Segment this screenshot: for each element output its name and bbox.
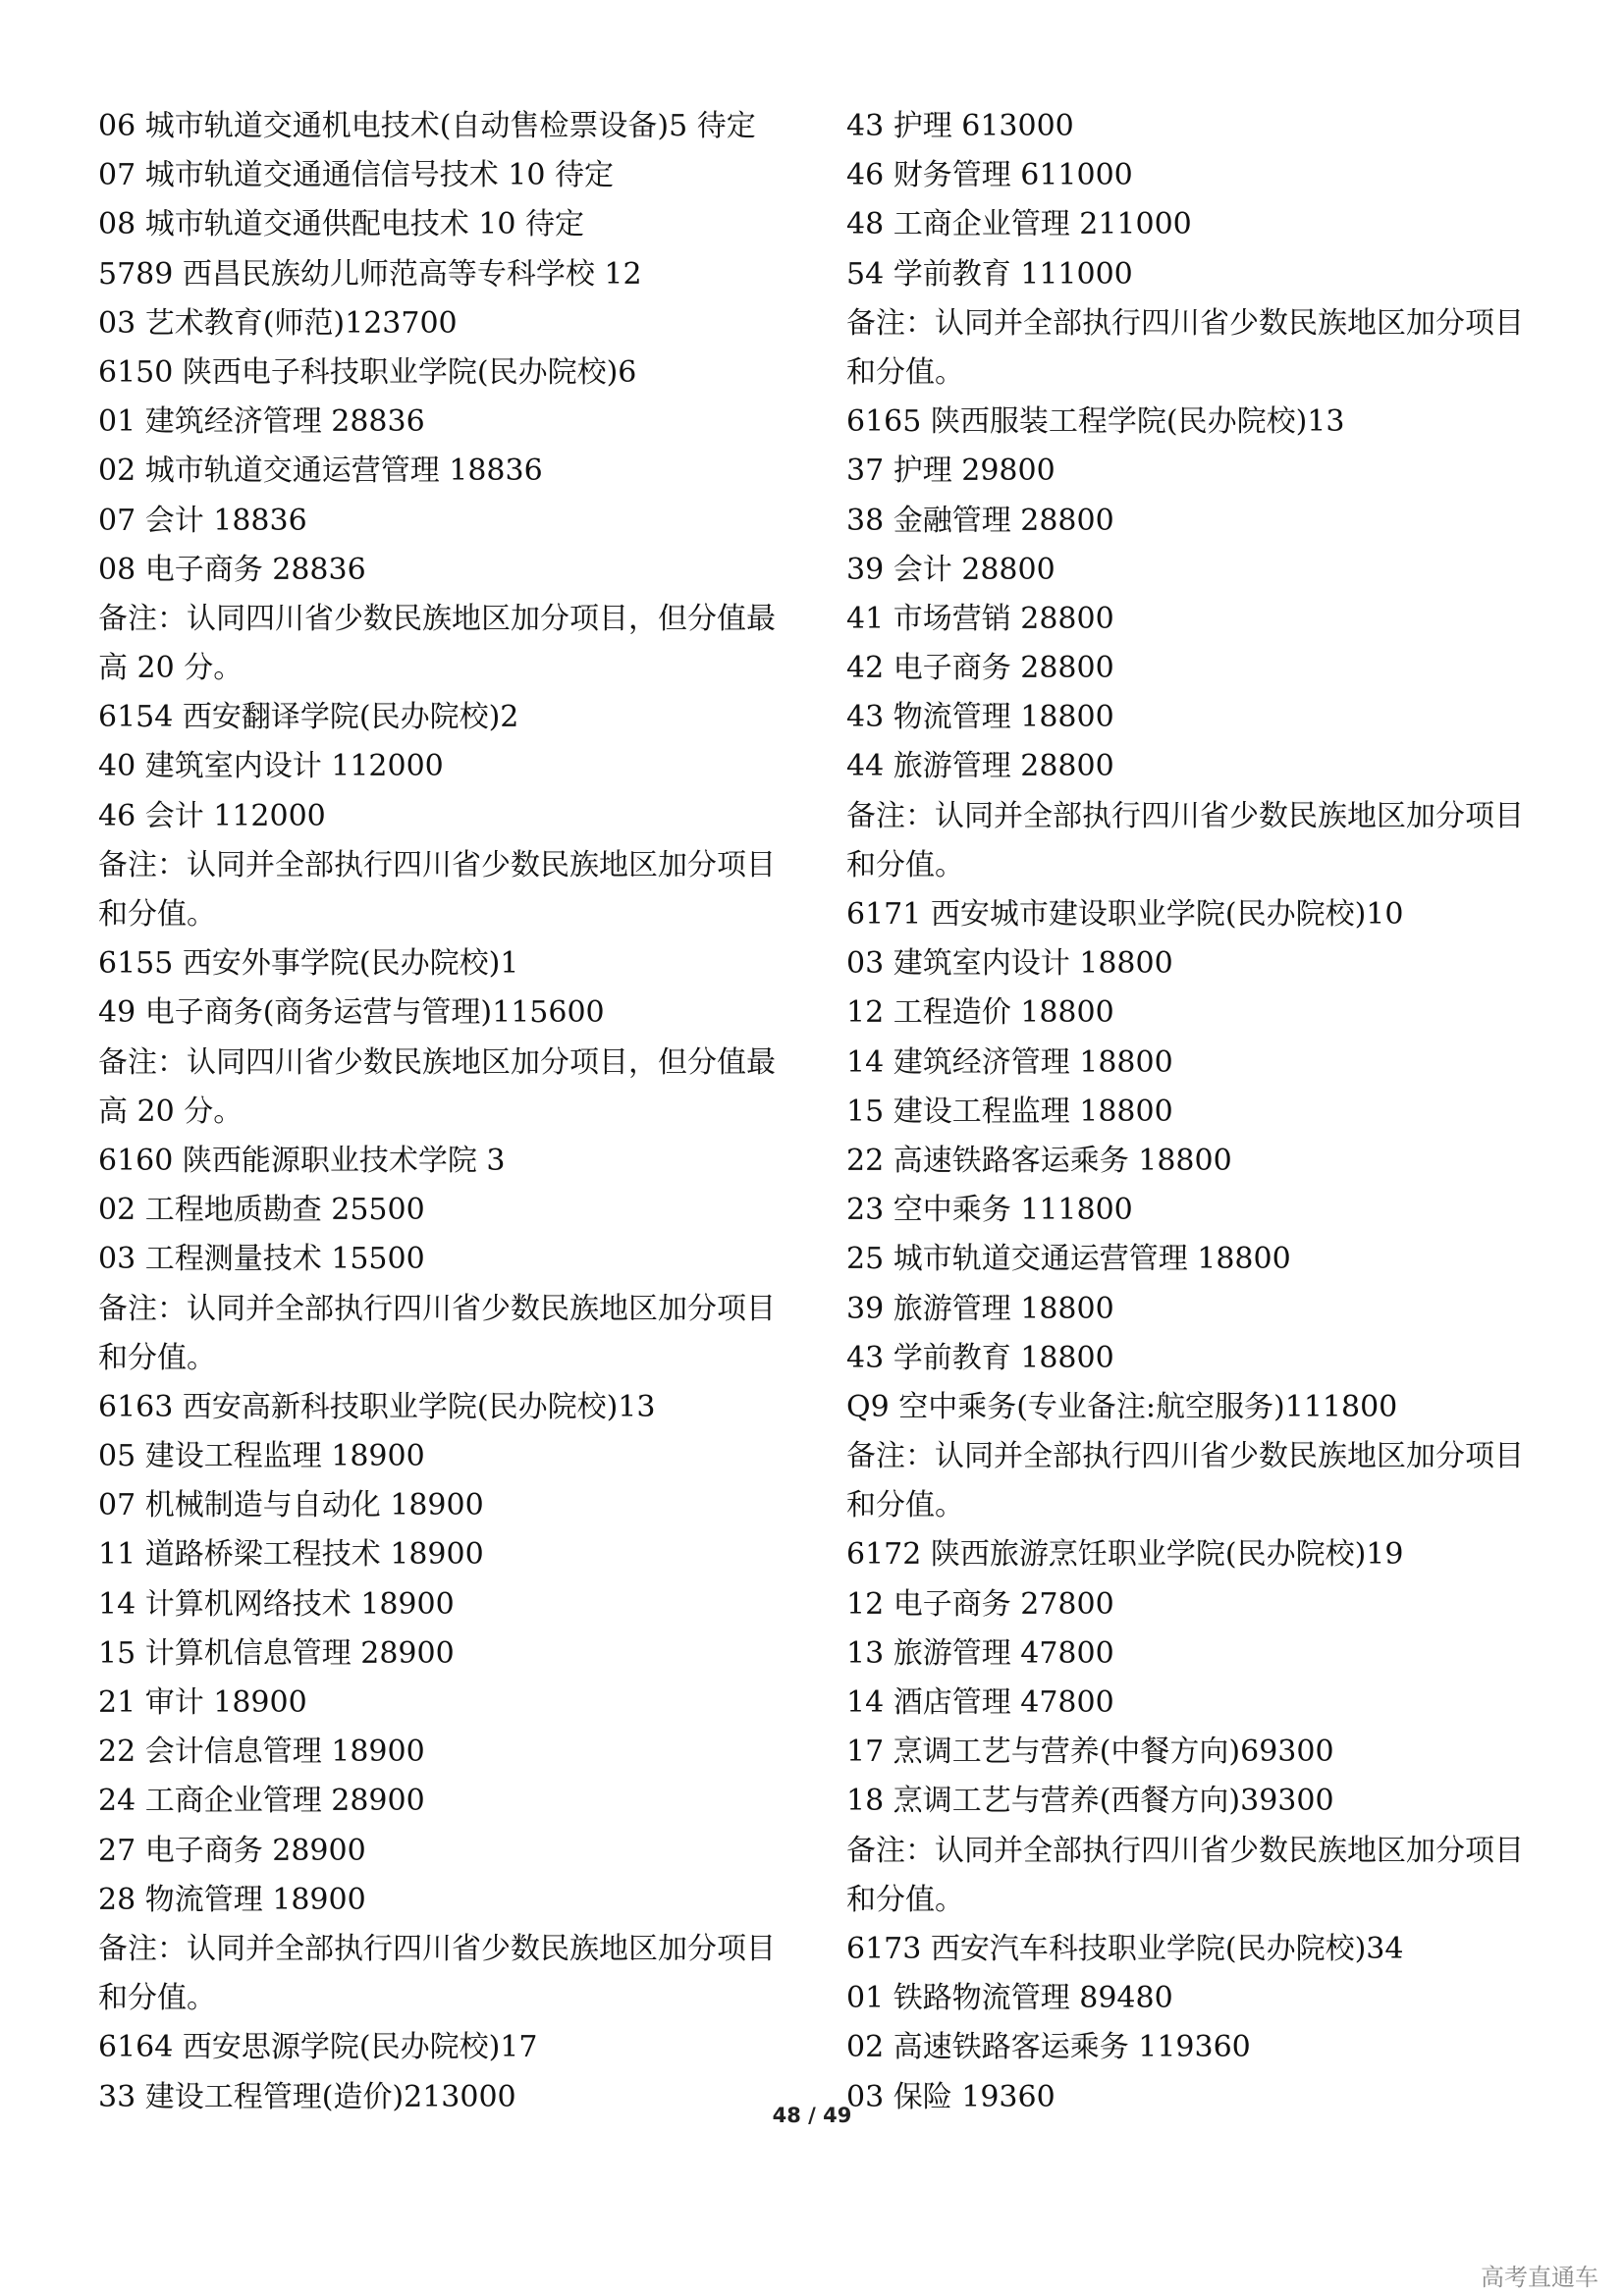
text-line: 6164 西安思源学院(民办院校)17 [98, 2030, 538, 2065]
text-line: 6150 陕西电子科技职业学院(民办院校)6 [98, 354, 637, 390]
text-line: 28 物流管理 18900 [98, 1882, 366, 1917]
text-line: 07 城市轨道交通通信信号技术 10 待定 [98, 158, 614, 193]
text-line: 5789 西昌民族幼儿师范高等专科学校 12 [98, 256, 642, 292]
text-line: 和分值。 [98, 1340, 216, 1375]
text-line: 14 计算机网络技术 18900 [98, 1586, 455, 1622]
text-line: 08 电子商务 28836 [98, 552, 366, 587]
text-line: 01 建筑经济管理 28836 [98, 404, 425, 440]
text-line: 备注：认同并全部执行四川省少数民族地区加分项目 [846, 1833, 1524, 1868]
text-line: 43 物流管理 18800 [846, 700, 1114, 735]
text-line: 43 学前教育 18800 [846, 1340, 1114, 1375]
text-line: 39 旅游管理 18800 [846, 1291, 1114, 1326]
text-line: 6165 陕西服装工程学院(民办院校)13 [846, 404, 1345, 440]
text-line: 07 会计 18836 [98, 503, 307, 538]
text-line: 备注：认同四川省少数民族地区加分项目，但分值最 [98, 601, 776, 636]
text-line: 和分值。 [846, 1882, 964, 1917]
left-column [98, 102, 805, 2122]
text-line: 03 艺术教育(师范)123700 [98, 305, 458, 341]
text-line: 22 会计信息管理 18900 [98, 1735, 425, 1770]
text-line: 和分值。 [98, 897, 216, 932]
page-number: 48 / 49 [772, 2104, 852, 2127]
text-line: 39 会计 28800 [846, 552, 1056, 587]
text-line: 03 建筑室内设计 18800 [846, 946, 1173, 982]
text-line: 54 学前教育 111000 [846, 256, 1133, 292]
text-line: 12 电子商务 27800 [846, 1586, 1114, 1622]
text-line: 02 高速铁路客运乘务 119360 [846, 2030, 1251, 2065]
text-line: 14 酒店管理 47800 [846, 1685, 1114, 1720]
text-line: 18 烹调工艺与营养(西餐方向)39300 [846, 1784, 1334, 1819]
text-line: 6160 陕西能源职业技术学院 3 [98, 1143, 506, 1178]
text-line: 41 市场营销 28800 [846, 601, 1114, 636]
text-line: 6154 西安翻译学院(民办院校)2 [98, 700, 519, 735]
text-line: 24 工商企业管理 28900 [98, 1784, 425, 1819]
text-line: 6173 西安汽车科技职业学院(民办院校)34 [846, 1931, 1404, 1966]
text-line: 高 20 分。 [98, 651, 244, 686]
text-line: 6163 西安高新科技职业学院(民办院校)13 [98, 1389, 656, 1424]
text-line: 40 建筑室内设计 112000 [98, 749, 444, 784]
text-line: 6155 西安外事学院(民办院校)1 [98, 946, 519, 982]
text-line: 33 建设工程管理(造价)213000 [98, 2079, 516, 2114]
text-line: 备注：认同并全部执行四川省少数民族地区加分项目 [846, 1439, 1524, 1474]
text-line: 备注：认同并全部执行四川省少数民族地区加分项目 [98, 847, 776, 882]
text-line: 21 审计 18900 [98, 1685, 307, 1720]
text-line: Q9 空中乘务(专业备注:航空服务)111800 [846, 1389, 1398, 1424]
text-line: 和分值。 [846, 354, 964, 390]
text-line: 44 旅游管理 28800 [846, 749, 1114, 784]
text-line: 38 金融管理 28800 [846, 503, 1114, 538]
text-line: 37 护理 29800 [846, 454, 1056, 489]
text-line: 备注：认同四川省少数民族地区加分项目，但分值最 [98, 1044, 776, 1080]
text-line: 42 电子商务 28800 [846, 651, 1114, 686]
text-line: 15 建设工程监理 18800 [846, 1094, 1173, 1129]
text-line: 13 旅游管理 47800 [846, 1635, 1114, 1671]
text-line: 48 工商企业管理 211000 [846, 207, 1192, 242]
text-line: 25 城市轨道交通运营管理 18800 [846, 1242, 1291, 1277]
text-line: 03 保险 19360 [846, 2079, 1056, 2114]
text-line: 6171 西安城市建设职业学院(民办院校)10 [846, 897, 1404, 932]
text-line: 02 工程地质勘查 25500 [98, 1193, 425, 1228]
text-line: 02 城市轨道交通运营管理 18836 [98, 454, 543, 489]
text-line: 14 建筑经济管理 18800 [846, 1044, 1173, 1080]
text-line: 08 城市轨道交通供配电技术 10 待定 [98, 207, 584, 242]
text-line: 43 护理 613000 [846, 109, 1074, 143]
text-line: 备注：认同并全部执行四川省少数民族地区加分项目 [98, 1291, 776, 1326]
text-line: 46 会计 112000 [98, 798, 326, 833]
text-line: 05 建设工程监理 18900 [98, 1439, 425, 1474]
text-line: 46 财务管理 611000 [846, 158, 1133, 193]
text-line: 01 铁路物流管理 89480 [846, 1981, 1173, 2016]
text-line: 备注：认同并全部执行四川省少数民族地区加分项目 [98, 1931, 776, 1966]
text-line: 高 20 分。 [98, 1094, 244, 1129]
text-line: 11 道路桥梁工程技术 18900 [98, 1537, 484, 1573]
text-line: 07 机械制造与自动化 18900 [98, 1488, 484, 1523]
text-line: 49 电子商务(商务运营与管理)115600 [98, 995, 605, 1031]
text-line: 和分值。 [98, 1981, 216, 2016]
text-line: 和分值。 [846, 847, 964, 882]
text-line: 15 计算机信息管理 28900 [98, 1635, 455, 1671]
text-line: 22 高速铁路客运乘务 18800 [846, 1143, 1232, 1178]
text-line: 12 工程造价 18800 [846, 995, 1114, 1031]
text-line: 备注：认同并全部执行四川省少数民族地区加分项目 [846, 798, 1524, 833]
text-line: 和分值。 [846, 1488, 964, 1523]
text-line: 备注：认同并全部执行四川省少数民族地区加分项目 [846, 305, 1524, 341]
text-line: 03 工程测量技术 15500 [98, 1242, 425, 1277]
watermark: 高考直通车 [1481, 2264, 1598, 2291]
text-line: 23 空中乘务 111800 [846, 1193, 1133, 1228]
text-line: 17 烹调工艺与营养(中餐方向)69300 [846, 1735, 1334, 1770]
text-line: 6172 陕西旅游烹饪职业学院(民办院校)19 [846, 1537, 1404, 1573]
right-column [846, 102, 1553, 2122]
text-line: 06 城市轨道交通机电技术(自动售检票设备)5 待定 [98, 109, 756, 143]
text-line: 27 电子商务 28900 [98, 1833, 366, 1868]
